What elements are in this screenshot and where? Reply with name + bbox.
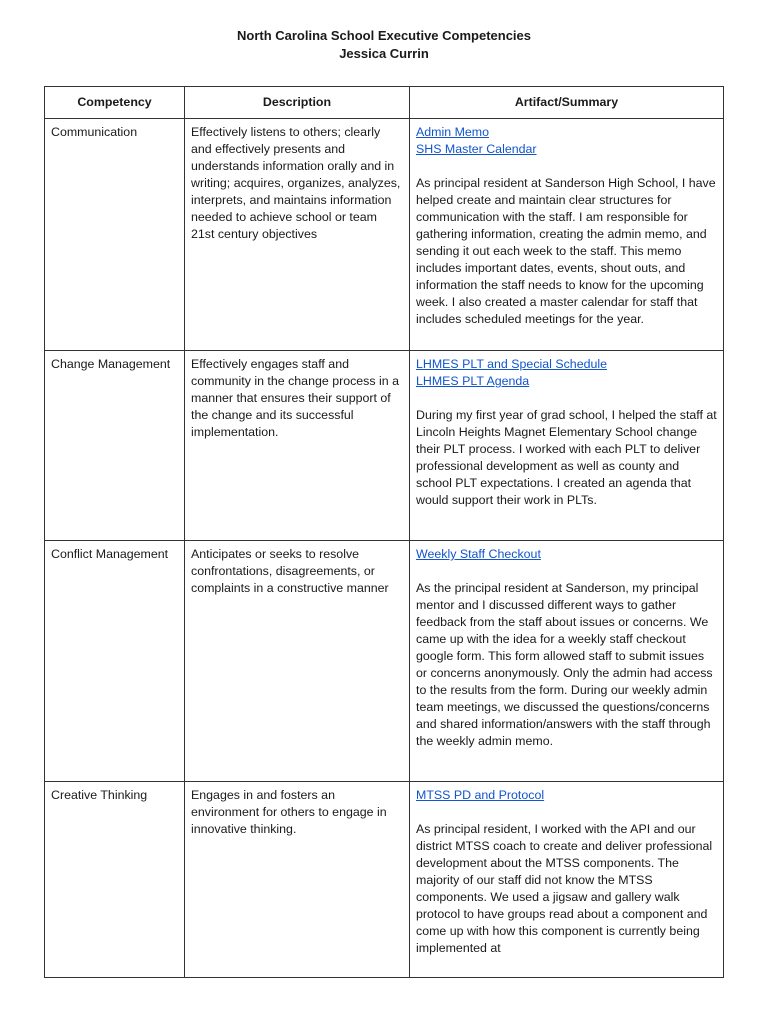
document-title: North Carolina School Executive Competencies	[236, 28, 532, 43]
artifact-link-admin-memo[interactable]: Admin Memo	[416, 125, 489, 139]
artifact-link-lhmes-plt-agenda[interactable]: LHMES PLT Agenda	[416, 374, 530, 388]
table-row	[45, 782, 724, 978]
description-cell: Engages in and fosters an environment for others to engage in innovative thinking.	[185, 782, 410, 978]
summary-text: During my first year of grad school, I helped the staff at Lincoln Heights Magnet Elementary School change their PLT process. I worked with each PLT to deliver professional development as well as county and school PLT expectations. I created an agenda that would support their work in PLTs.	[416, 408, 717, 507]
competency-cell: Conflict Management	[45, 541, 185, 782]
table-row	[45, 119, 724, 351]
description-cell: Effectively engages staff and community in the change process in a manner that ensures their support of the change and its successful implementation.	[185, 351, 410, 541]
column-header-description: Description	[185, 87, 410, 119]
author-name: Jessica Currin	[339, 46, 429, 61]
artifact-links	[416, 787, 717, 804]
artifact-links	[416, 356, 717, 390]
summary-text: As the principal resident at Sanderson, my principal mentor and I discussed different ways to gather feedback from the staff about issues or concerns. We came up with the idea for a weekly staff checkout google form. This form allowed staff to submit issues or concerns anonymously. Only the admin had access to the results from the form. During our weekly admin team meetings, we discussed the questions/concerns and shared information/answers with the staff through the weekly admin memo.	[416, 581, 713, 748]
competency-cell: Change Management	[45, 351, 185, 541]
artifact-links	[416, 546, 717, 563]
competency-table	[44, 86, 724, 978]
artifact-cell	[410, 782, 724, 978]
artifact-link-weekly-staff-checkout[interactable]: Weekly Staff Checkout	[416, 547, 541, 561]
artifact-cell-content	[416, 787, 717, 965]
competency-cell: Communication	[45, 119, 185, 351]
table-row	[45, 351, 724, 541]
artifact-cell	[410, 351, 724, 541]
column-header-artifact-summary: Artifact/Summary	[410, 87, 724, 119]
description-cell: Anticipates or seeks to resolve confrontations, disagreements, or complaints in a constructive manner	[185, 541, 410, 782]
competency-cell: Creative Thinking	[45, 782, 185, 978]
artifact-link-lhmes-plt-special-schedule[interactable]: LHMES PLT and Special Schedule	[416, 357, 608, 371]
table-row	[45, 541, 724, 782]
artifact-links	[416, 124, 717, 158]
table-header-row	[45, 87, 724, 119]
document-header	[0, 27, 768, 63]
artifact-link-shs-master-calendar[interactable]: SHS Master Calendar	[416, 142, 537, 156]
description-cell: Effectively listens to others; clearly and effectively presents and understands information orally and in writing; acquires, organizes, analyzes, interprets, and maintains information needed to achieve school or team 21st century objectives	[185, 119, 410, 351]
column-header-competency: Competency	[45, 87, 185, 119]
artifact-cell	[410, 541, 724, 782]
artifact-link-mtss-pd-protocol[interactable]: MTSS PD and Protocol	[416, 788, 545, 802]
summary-text: As principal resident, I worked with the API and our district MTSS coach to create and deliver professional development about the MTSS components. The majority of our staff did not know the MTSS components. We used a jigsaw and gallery walk protocol to have groups read about a component and come up with how this component is currently being implemented at	[416, 822, 713, 955]
summary-text: As principal resident at Sanderson High School, I have helped create and maintain clear structures for communication with the staff. I am responsible for gathering information, creating the admin memo, and sending it out each week to the staff. This memo includes important dates, events, shout outs, and information the staff needs to know for the upcoming week. I also created a master calendar for staff that includes scheduled meetings for the year.	[416, 176, 716, 326]
artifact-cell	[410, 119, 724, 351]
